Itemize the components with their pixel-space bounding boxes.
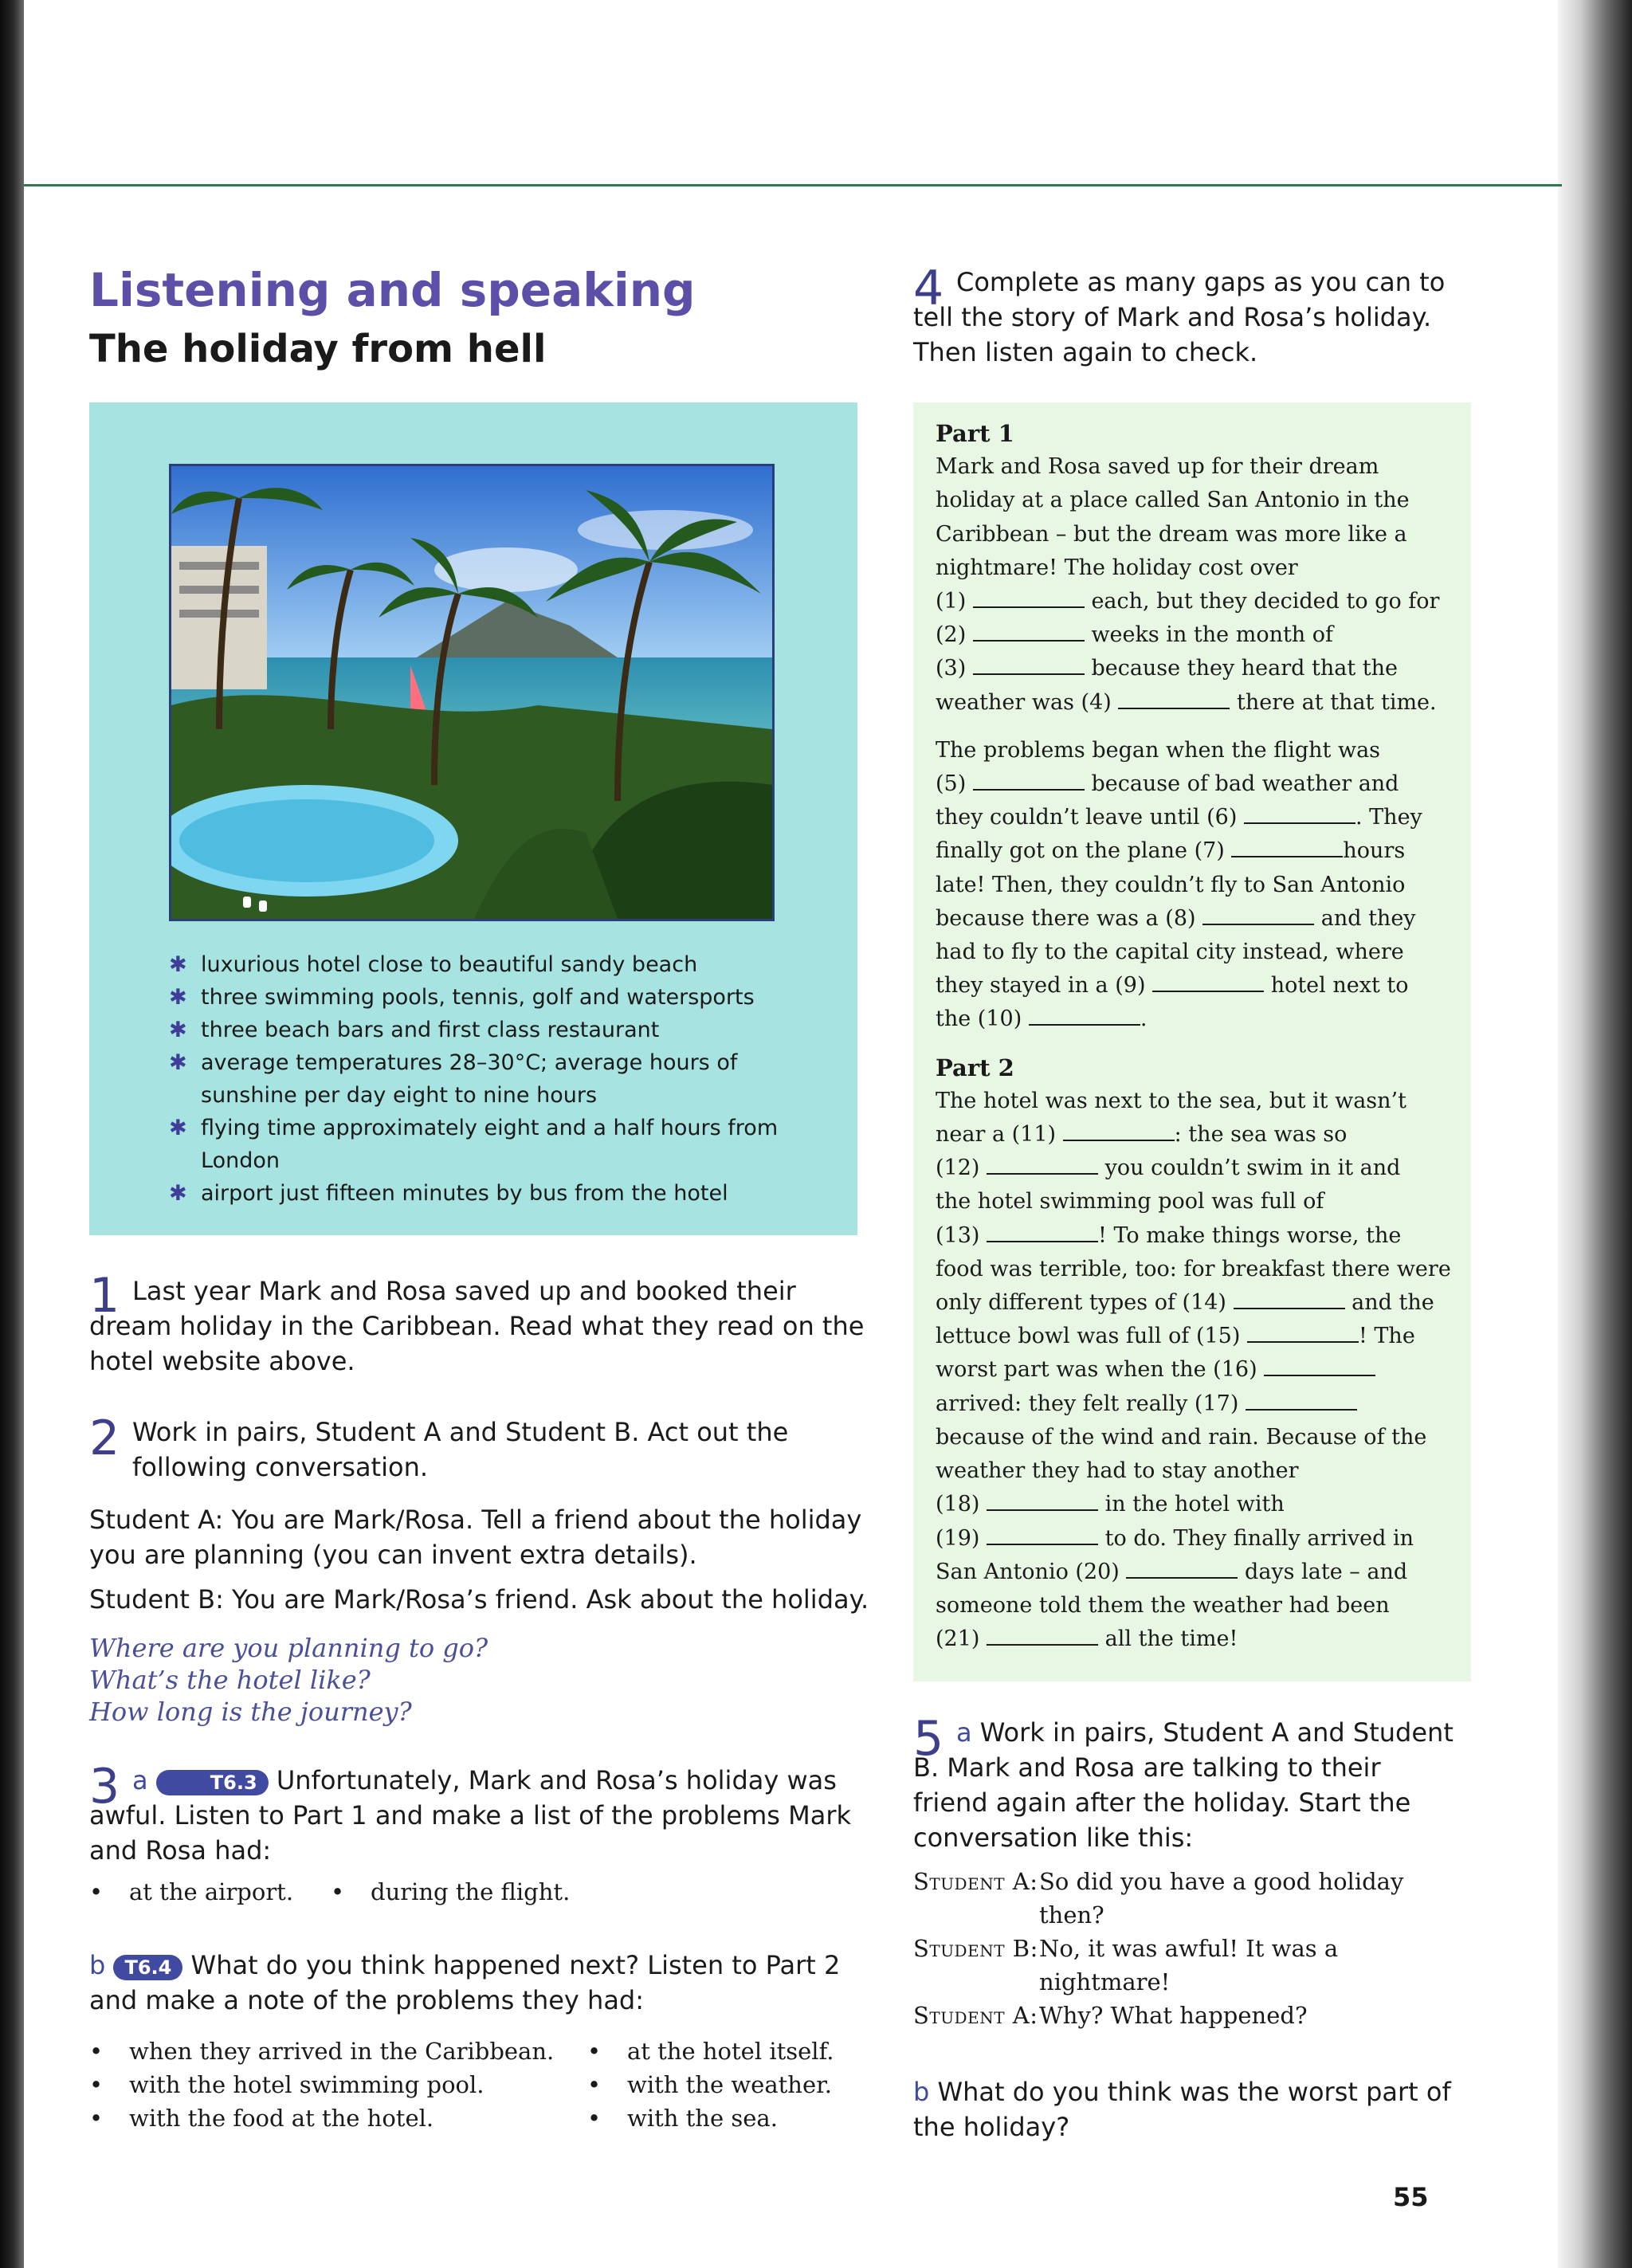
exercise-number: 2: [89, 1411, 120, 1466]
gap-11[interactable]: [1063, 1120, 1175, 1141]
exercise-3b-text: What do you think happened next? Listen to Part 2 and make a note of the problems they had:: [89, 1950, 841, 2015]
part-letter: a: [956, 1717, 972, 1748]
example-question: Where are you planning to go?: [89, 1633, 488, 1663]
gap-1[interactable]: [973, 587, 1085, 608]
dialogue-line: Student A: Why? What happened?: [913, 1999, 1463, 2032]
list-item: • with the sea.: [587, 2105, 778, 2132]
feature-item: ✱ airport just fifteen minutes by bus from the hotel: [169, 1177, 822, 1210]
exercise-5b-text: What do you think was the worst part of the holiday?: [913, 2077, 1451, 2142]
gap-13[interactable]: [987, 1222, 1098, 1242]
feature-item: ✱ three swimming pools, tennis, golf and watersports: [169, 981, 822, 1014]
gap-3[interactable]: [973, 654, 1085, 675]
gap-15[interactable]: [1247, 1322, 1359, 1343]
list-item: • during the flight.: [331, 1878, 571, 1905]
section-title: Listening and speaking: [89, 263, 696, 317]
gap-18[interactable]: [987, 1490, 1098, 1511]
hotel-features-list: [169, 948, 822, 1210]
gap-21[interactable]: [987, 1625, 1098, 1646]
exercise-3b: [89, 1948, 870, 2018]
list-item: • at the airport.: [89, 1878, 294, 1905]
section-subtitle: The holiday from hell: [89, 327, 547, 371]
part-letter: b: [89, 1950, 106, 1980]
gap-20[interactable]: [1126, 1558, 1238, 1579]
header-rule: [24, 184, 1562, 186]
audio-track-badge[interactable]: T6.3: [156, 1770, 269, 1795]
gap-7[interactable]: [1231, 837, 1343, 857]
star-icon: ✱: [169, 952, 187, 977]
gap-6[interactable]: [1244, 803, 1355, 824]
story-text: [936, 417, 1461, 1670]
part-heading: Part 2: [936, 1054, 1014, 1081]
list-item: • when they arrived in the Caribbean.: [89, 2038, 555, 2065]
part-letter: b: [913, 2077, 930, 2107]
story-gap-fill-panel: [913, 402, 1471, 1681]
student-b-instruction: Student B: You are Mark/Rosa’s friend. Ask about the holiday.: [89, 1584, 869, 1615]
star-icon: ✱: [169, 1116, 187, 1140]
list-item: • at the hotel itself.: [587, 2038, 834, 2065]
gap-17[interactable]: [1246, 1390, 1357, 1411]
exercise-4: [913, 261, 1463, 370]
exercise-5a-text: Work in pairs, Student A and Student B. Mark and Rosa are talking to their friend again after the holiday. Start the conversation like this:: [913, 1717, 1454, 1853]
dialogue: [913, 1865, 1463, 2032]
star-icon: ✱: [169, 1181, 187, 1206]
gap-2[interactable]: [973, 621, 1085, 642]
list-item: • with the weather.: [587, 2071, 833, 2098]
feature-item: ✱ flying time approximately eight and a half hours from London: [169, 1112, 822, 1177]
exercise-2: [89, 1411, 870, 1485]
speaker-label: Student A:: [913, 1868, 1038, 1895]
beach-resort-photo: [169, 464, 775, 921]
story-paragraph: Mark and Rosa saved up for their dream holiday at a place called San Antonio in the Caribbean – but the dream was more like a nightmare! The holiday cost over (1) each, but they decided to go for (2) weeks in the month of (3) because they heard that the weather was (4) there at that time.: [936, 454, 1440, 715]
page-number: 55: [1393, 2182, 1429, 2212]
gap-12[interactable]: [987, 1154, 1098, 1175]
feature-item: ✱ three beach bars and first class restaurant: [169, 1014, 822, 1046]
exercise-5b: [913, 2074, 1463, 2144]
gap-9[interactable]: [1152, 971, 1264, 992]
book-spine-left: [0, 0, 24, 2268]
gap-5[interactable]: [973, 770, 1085, 791]
audio-track-badge[interactable]: T6.4: [113, 1955, 182, 1980]
exercise-number: 3: [89, 1759, 120, 1815]
exercise-1-text: Last year Mark and Rosa saved up and booked their dream holiday in the Caribbean. Read what they read on the hotel website above.: [89, 1276, 865, 1376]
gap-10[interactable]: [1029, 1005, 1140, 1026]
exercise-number: 5: [913, 1711, 944, 1767]
star-icon: ✱: [169, 1018, 187, 1042]
story-paragraph: The hotel was next to the sea, but it wasn’t near a (11) : the sea was so (12) you couldn’t swim in it and the hotel swimming pool was full of (13) ! To make things worse, the food was terrible, too: for breakfast there were only different types of (14) and the lettuce bowl was full of (15) ! The worst part was when the (16) arrived: they felt really (17) because of the wind and rain. Because of the weather they had to stay another (18) in the hotel with (19) to do. They finally arrived in San Antonio (20) days late – and someone told them the weather had been (21) all the time!: [936, 1088, 1451, 1652]
exercise-5a: [913, 1711, 1463, 1855]
gap-14[interactable]: [1234, 1289, 1345, 1309]
student-a-instruction: Student A: You are Mark/Rosa. Tell a friend about the holiday you are planning (you can invent extra details).: [89, 1505, 862, 1570]
exercise-4-text: Complete as many gaps as you can to tell the story of Mark and Rosa’s holiday. Then listen again to check.: [913, 267, 1446, 367]
dialogue-line: Student A: So did you have a good holiday then?: [913, 1865, 1463, 1932]
exercise-number: 4: [913, 261, 944, 316]
list-item: • with the hotel swimming pool.: [89, 2071, 484, 2098]
dialogue-line: Student B: No, it was awful! It was a nightmare!: [913, 1932, 1463, 1999]
example-questions: [89, 1632, 806, 1728]
exercise-2-text: Work in pairs, Student A and Student B. Act out the following conversation.: [132, 1417, 789, 1482]
exercise-number: 1: [89, 1268, 120, 1324]
part-letter: a: [132, 1765, 148, 1795]
exercise-3a-text: Unfortunately, Mark and Rosa’s holiday was awful. Listen to Part 1 and make a list of the problems Mark and Rosa had:: [89, 1765, 852, 1866]
feature-item: ✱ average temperatures 28–30°C; average hours of sunshine per day eight to nine hours: [169, 1046, 822, 1112]
example-question: How long is the journey?: [89, 1697, 412, 1727]
gap-19[interactable]: [987, 1524, 1098, 1545]
gap-4[interactable]: [1118, 689, 1230, 709]
list-item: • with the food at the hotel.: [89, 2105, 434, 2132]
book-spine-right: [1558, 0, 1632, 2268]
story-paragraph: The problems began when the flight was (5) because of bad weather and they couldn’t leave until (6) . They finally got on the plane (7) hours late! Then, they couldn’t fly to San Antonio because there was a (8) and they had to fly to the capital city instead, where they stayed in a (9) hotel next to the (10) .: [936, 737, 1422, 1032]
speaker-label: Student A:: [913, 2002, 1038, 2029]
star-icon: ✱: [169, 985, 187, 1010]
gap-8[interactable]: [1202, 904, 1314, 925]
gap-16[interactable]: [1264, 1356, 1375, 1376]
exercise-1: [89, 1268, 870, 1379]
part-heading: Part 1: [936, 420, 1014, 447]
example-question: What’s the hotel like?: [89, 1665, 371, 1695]
speaker-label: Student B:: [913, 1935, 1038, 1962]
star-icon: ✱: [169, 1050, 187, 1075]
exercise-3a: [89, 1759, 870, 1868]
feature-item: ✱ luxurious hotel close to beautiful sandy beach: [169, 948, 822, 981]
